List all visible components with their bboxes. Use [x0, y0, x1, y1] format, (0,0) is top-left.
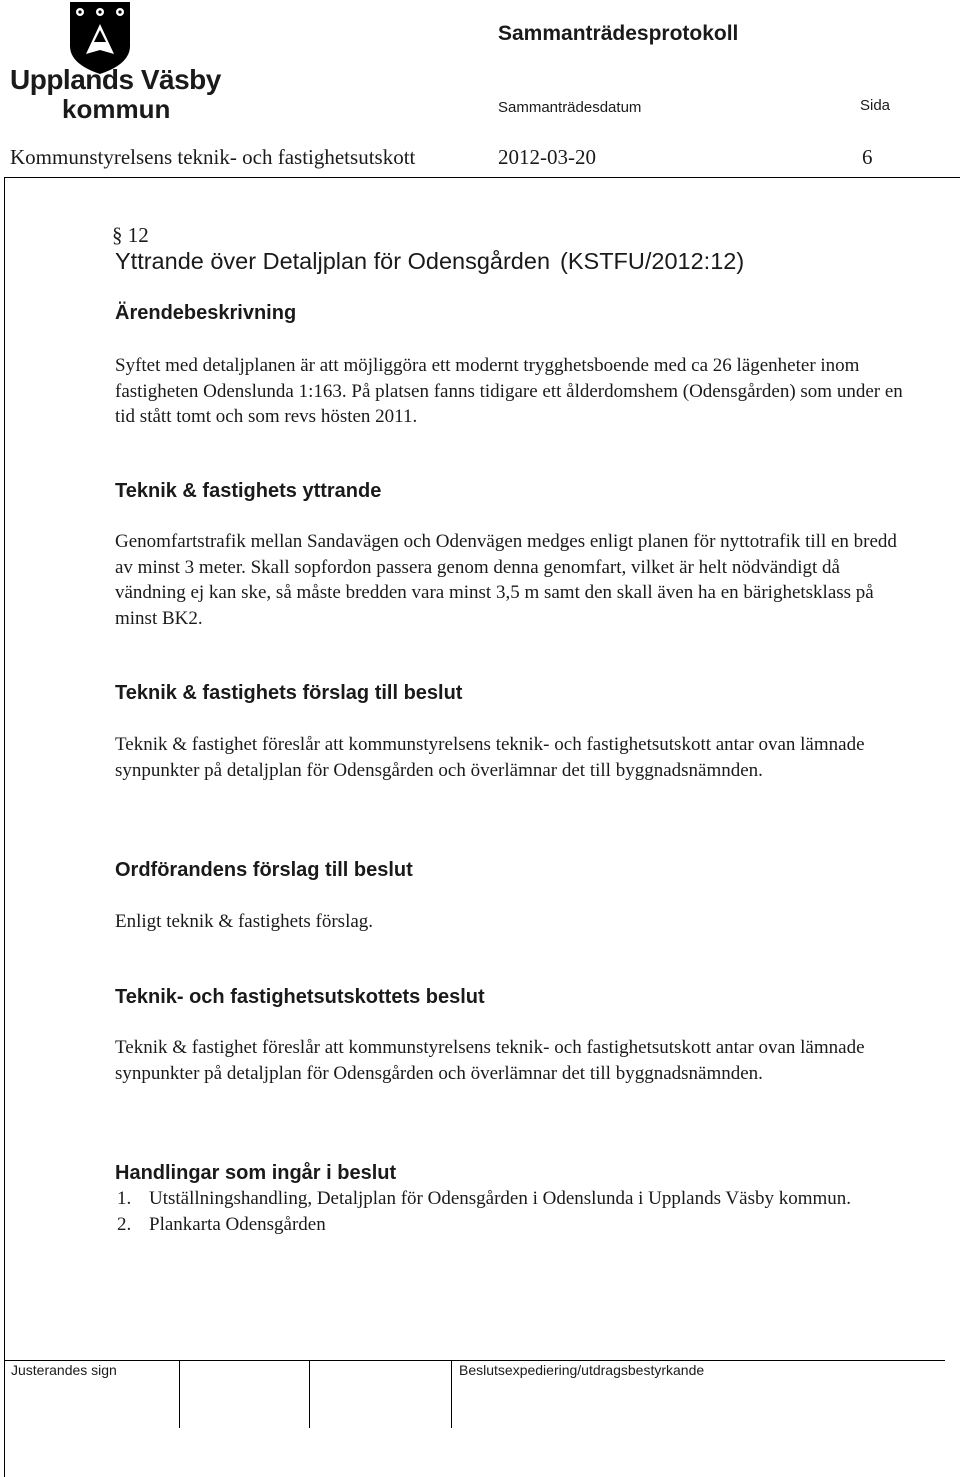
- committee-name: Kommunstyrelsens teknik- och fastighetsutskott: [10, 145, 416, 169]
- signature-label: Justerandes sign: [11, 1362, 117, 1378]
- logo-line-2: kommun: [62, 94, 171, 124]
- chair-proposal-text: Enligt teknik & fastighets förslag.: [115, 911, 374, 932]
- decision-text: Teknik & fastighet föreslår att kommunstyrelsens teknik- och fastighetsutskott antar ovan lämnade synpunkter på detaljplan för Odensgården och överlämnar det till byggnadsnämnden.: [115, 1037, 865, 1084]
- list-item-number: 1.: [117, 1188, 132, 1209]
- list-item: [115, 1186, 915, 1212]
- meeting-date: 2012-03-20: [498, 145, 596, 169]
- left-margin-line: [4, 177, 5, 1477]
- documents-list: [115, 1186, 915, 1237]
- municipality-logo: [10, 2, 221, 124]
- expedition-label: Beslutsexpediering/utdragsbestyrkande: [459, 1362, 705, 1378]
- list-item-text: Plankarta Odensgården: [149, 1213, 326, 1235]
- list-item-text: Utställningshandling, Detaljplan för Odensgården i Odenslunda i Upplands Väsby kommun.: [149, 1188, 852, 1209]
- decision-heading: Teknik- och fastighetsutskottets beslut: [115, 986, 485, 1008]
- meeting-date-label: Sammanträdesdatum: [498, 99, 642, 116]
- signature-box-divider: [451, 1360, 452, 1428]
- logo-line-1: Upplands Väsby: [10, 64, 221, 95]
- proposal-text: Teknik & fastighet föreslår att kommunstyrelsens teknik- och fastighetsutskott antar ovan lämnade synpunkter på detaljplan för Odensgården och överlämnar det till byggnadsnämnden.: [115, 734, 865, 781]
- statement-text: Genomfartstrafik mellan Sandavägen och Odenvägen medges enligt planen för nyttotrafik till en bredd av minst 3 meter. Skall sopfordon passera genom denna genomfart, vilket är helt nödvändigt då vändning ej kan ske, så måste bredden vara minst 3,5 m samt den skall även ha en bärighetsklass på minst BK2.: [115, 531, 897, 629]
- statement-heading: Teknik & fastighets yttrande: [115, 480, 382, 502]
- description-text: Syftet med detaljplanen är att möjliggöra ett modernt trygghetsboende med ca 26 lägenheter inom fastigheten Odenslunda 1:163. På platsen fanns tidigare ett ålderdomshem (Odensgården) som under en tid stått tomt och som revs hösten 2011.: [115, 355, 903, 427]
- signature-box-divider: [179, 1360, 180, 1428]
- case-number: (KSTFU/2012:12): [560, 248, 745, 274]
- header-divider: [4, 177, 960, 178]
- description-heading: Ärendebeskrivning: [115, 302, 297, 324]
- paragraph-number: § 12: [112, 223, 149, 247]
- proposal-heading: Teknik & fastighets förslag till beslut: [115, 682, 463, 704]
- signature-box-divider: [309, 1360, 310, 1428]
- page-label: Sida: [860, 97, 891, 114]
- documents-heading: Handlingar som ingår i beslut: [115, 1162, 397, 1184]
- list-item-number: 2.: [117, 1213, 132, 1235]
- page-number: 6: [862, 145, 873, 169]
- item-title-text: Yttrande över Detaljplan för Odensgården: [115, 248, 551, 274]
- list-item: [115, 1212, 915, 1238]
- document-type: Sammanträdesprotokoll: [498, 22, 739, 45]
- item-title: [115, 248, 744, 275]
- chair-proposal-heading: Ordförandens förslag till beslut: [115, 859, 413, 881]
- footer-divider: [4, 1360, 945, 1361]
